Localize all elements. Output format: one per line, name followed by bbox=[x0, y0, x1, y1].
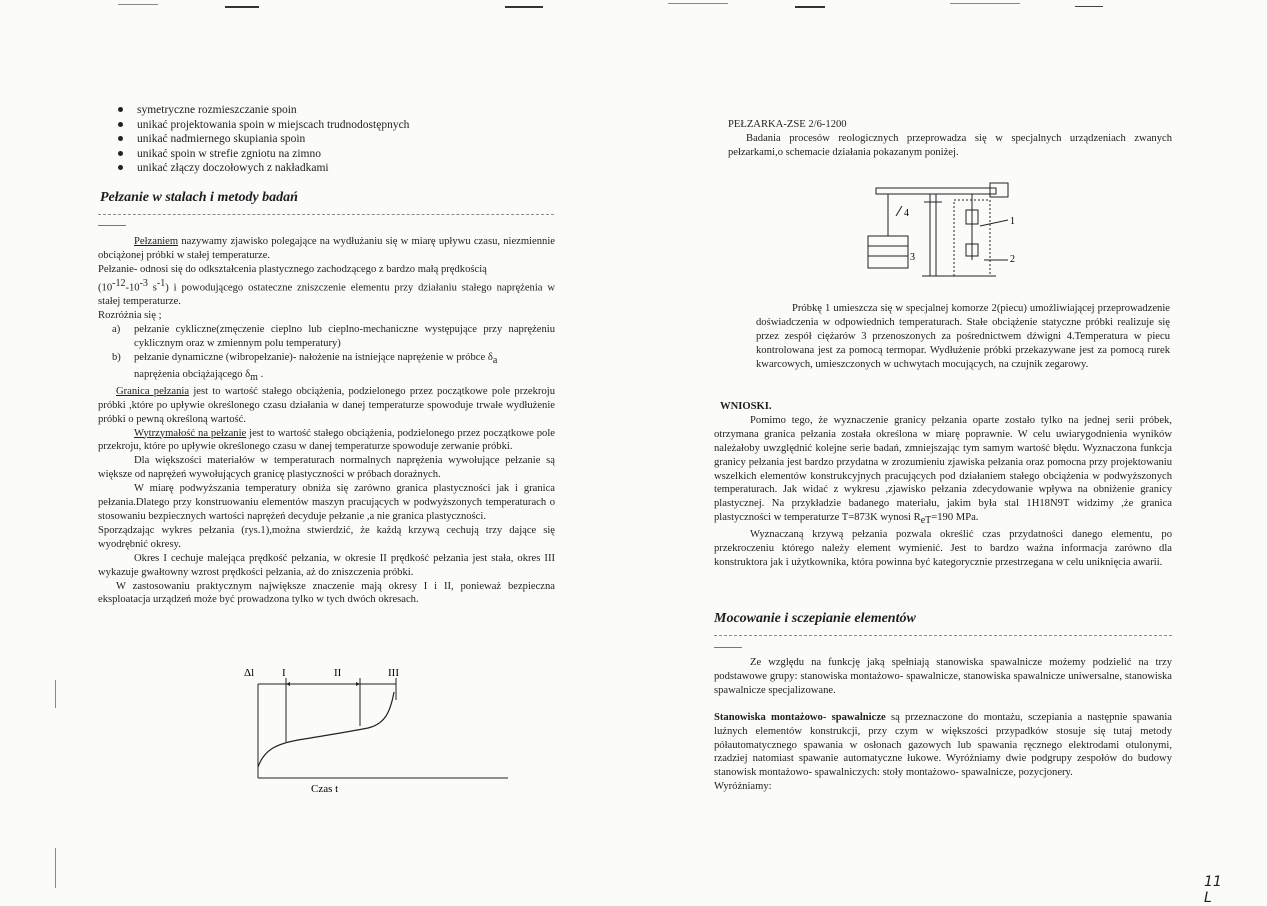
paragraph: Próbkę 1 umieszcza się w specjalnej komorze 2(piecu) umożliwiającej przeprowadzenie doświadczenia w odpowiednich temperaturach. Stałe obciążenie statyczne próbki realizuje się przez zespół ciężarów 3 przenoszonych za pośrednictwem dźwigni 4.Temperatura w piecu kontrolowana jest za pomocą termopar. Wydłużenie próbki przekazywane jest za pomocą rurek kwarcowych, umieszczonych w uchwytach mocujących, na czujnik zegarowy. bbox=[756, 303, 1170, 370]
heading-short-rule bbox=[714, 647, 742, 648]
scan-speck bbox=[225, 6, 259, 8]
bullet-icon bbox=[118, 151, 123, 156]
scan-speck bbox=[118, 4, 158, 5]
heading-rule bbox=[714, 635, 1172, 636]
list-item-text: pełzanie cykliczne(zmęczenie cieplno lub cieplno-mechaniczne występujące przy naprężeniu cyklicznym oraz w zmiennym polu temperatury) bbox=[134, 323, 555, 349]
scan-speck bbox=[950, 3, 1020, 4]
creep-curve-svg bbox=[238, 662, 518, 802]
paragraph-text: nazywamy zjawisko polegające na wydłużaniu się w miarę upływu czasu, niezmiennie obciążonej próbki w stałej temperaturze. bbox=[98, 236, 555, 261]
zone-label: II bbox=[334, 667, 342, 679]
diagram-label: 1 bbox=[1010, 216, 1015, 227]
scan-speck bbox=[55, 848, 56, 888]
body-text bbox=[98, 235, 555, 607]
y-axis-label: Δl bbox=[244, 667, 255, 679]
paragraph bbox=[98, 427, 555, 455]
list-item bbox=[98, 118, 409, 133]
list-item-text: unikać spoin w strefie zgniotu na zimno bbox=[137, 147, 321, 160]
lever-beam bbox=[876, 188, 996, 194]
body-text bbox=[756, 302, 1170, 372]
list-item bbox=[98, 147, 409, 162]
diagram-label: 2 bbox=[1010, 254, 1015, 265]
scan-speck bbox=[795, 6, 825, 8]
creep-machine-diagram bbox=[862, 180, 1042, 280]
paragraph: Sporządzając wykres pełzania (rys.1),można stwierdzić, że każdą krzywą cechują trzy dające się wyodrębnić okresy. bbox=[98, 524, 555, 550]
heading-rule bbox=[98, 214, 554, 215]
section-heading: Pełzanie w stalach i metody badań bbox=[100, 190, 298, 205]
paragraph-text: jest to wartość stałego obciążenia, podzielonego przez początkowe pole przekroju próbki ,które po upływie określonego czasu działania w danej temperaturze spowoduje trwałe wydłużenie próbki o pewną określoną wartość. bbox=[98, 385, 555, 425]
list-item-text: naprężenia obciążającego δ bbox=[134, 368, 251, 380]
term: Granica pełzania bbox=[116, 385, 190, 397]
heading-short-rule bbox=[98, 225, 126, 226]
paragraph bbox=[98, 277, 555, 309]
text-fragment: ) i powodującego ostateczne zniszczenie elementu przy działaniu stałego naprężenia w stałej temperaturze. bbox=[98, 282, 555, 308]
diagram-label: 3 bbox=[910, 252, 915, 263]
paragraph: Dla większości materiałów w temperaturach normalnych naprężenia wywołujące pełzanie są większe od naprężeń wywołujących granicę plastyczności w próbach doraźnych. bbox=[98, 455, 555, 481]
paragraph: Badania procesów reologicznych przeprowadza się w specjalnych urządzeniach zwanych pełzarkami,o schemacie działania pokazanym poniżej. bbox=[728, 132, 1172, 158]
list-item-text: pełzanie dynamiczne (wibropełzanie)- nałożenie na istniejące naprężenie w próbce δ bbox=[134, 351, 493, 363]
bullet-list bbox=[98, 103, 409, 176]
spacer bbox=[714, 698, 1172, 711]
leader-line bbox=[896, 206, 902, 216]
leader-line bbox=[980, 220, 1008, 226]
paragraph: Pełzanie- odnosi się do odkształcenia plastycznego zachodzącego z bardzo małą prędkością bbox=[98, 263, 487, 275]
diagram-label: 4 bbox=[904, 208, 909, 219]
section-intro bbox=[728, 118, 1172, 160]
list-item bbox=[98, 161, 409, 176]
list-item-text: unikać projektowania spoin w miejscach trudnodostępnych bbox=[137, 118, 410, 131]
paragraph: W miarę podwyższania temperatury obniża się zarówno granica plastyczności jak i granica pełzania.Dlatego przy konstruowaniu elementów maszyn pracujących w podwyższonych temperaturach o stosowaniu bezpiecznych wartości naprężeń decyduje pełzanie ,a nie granica plastyczności. bbox=[98, 483, 555, 522]
list-label: a) bbox=[112, 323, 121, 335]
paragraph: Rozróżnia się ; bbox=[98, 310, 162, 322]
list-item-text: symetryczne rozmieszczanie spoin bbox=[137, 104, 297, 116]
creep-curve bbox=[258, 692, 394, 767]
creep-curve-figure bbox=[238, 662, 518, 802]
paragraph: Okres I cechuje malejąca prędkość pełzania, w okresie II prędkość pełzania jest stała, okres III wykazuje gwałtowny wzrost prędkości pełzania, aż do zniszczenia próbki. bbox=[98, 552, 555, 578]
list-item bbox=[98, 132, 409, 147]
paragraph-text: Pomimo tego, że wyznaczenie granicy pełzania oparte zostało tylko na jednej serii próbek, otrzymana granica pełzania została określona w miarę poprawnie. W celu uwiarygodnienia wyników należałoby uwzględnić kolejne serie badań, zmniejszając tym samym wartość błędu. Wyznaczona funkcja granicy pełzania jest bardzo przydatna w zrozumieniu zjawiska pełzania oraz pomocna przy projektowaniu wszelkich elementów konstrukcyjnych pracujących pod działaniem stałego obciążenia w podwyższonych temperaturach. Jak widać z wykresu ,zjawisko pełzania zdecydowanie wpływa na obniżenie granicy plastycznej. Na przykładzie badanego materiału, jakim była stal 1H18N9T widzimy ,że granica plastyczności w temperaturze T=873K wynosi R bbox=[714, 414, 1172, 524]
weight-stack bbox=[868, 236, 908, 268]
text-fragment: -10 bbox=[125, 282, 140, 294]
list-item bbox=[98, 323, 555, 351]
scan-speck bbox=[1075, 6, 1103, 7]
subscript: a bbox=[492, 354, 498, 366]
list-item-text: unikać nadmiernego skupiania spoin bbox=[137, 133, 306, 145]
list-label: b) bbox=[112, 351, 121, 363]
zone-label: I bbox=[282, 667, 286, 679]
subscript: m bbox=[250, 371, 258, 383]
scan-speck bbox=[55, 680, 56, 708]
scan-speck bbox=[668, 3, 728, 4]
conclusions bbox=[714, 400, 1172, 570]
term: Wytrzymałość na pełzanie bbox=[134, 427, 247, 439]
counterweight bbox=[990, 183, 1008, 197]
list-item bbox=[98, 103, 409, 118]
list-item bbox=[98, 351, 555, 385]
body-text bbox=[714, 656, 1172, 794]
text-fragment: (10 bbox=[98, 282, 113, 294]
bullet-icon bbox=[118, 122, 123, 127]
paragraph bbox=[714, 711, 1172, 781]
page-number-handwritten: 11 L bbox=[1204, 874, 1222, 906]
term: Pełzaniem bbox=[134, 236, 179, 247]
list-item-text: unikać złączy doczołowych z nakładkami bbox=[137, 162, 329, 174]
paragraph-text: jest to wartość stałego obciążenia, podzielonego przez początkowe pole przekroju, które po upływie określonego czasu w danej temperaturze spowoduje zerwanie próbki. bbox=[98, 427, 555, 453]
paragraph: W zastosowaniu praktycznym największe znaczenie mają okresy I i II, ponieważ bezpieczna eksploatacja urządzeń może być prowadzona tylko w tych dwóch okresach. bbox=[98, 580, 555, 606]
paragraph bbox=[98, 235, 555, 263]
term: Stanowiska montażowo- spawalnicze bbox=[714, 711, 886, 723]
bullet-icon bbox=[118, 107, 123, 112]
machine-svg bbox=[862, 180, 1042, 280]
device-title: PEŁZARKA-ZSE 2/6-1200 bbox=[728, 119, 847, 130]
conclusions-heading: WNIOSKI. bbox=[720, 401, 772, 412]
section-heading: Mocowanie i sczepianie elementów bbox=[714, 611, 916, 626]
subscript: eT bbox=[920, 515, 932, 527]
x-axis-label: Czas t bbox=[311, 783, 339, 795]
paragraph-text: są przeznaczone do montażu, sczepiania a następnie spawania luźnych elementów konstrukcji, przy czym w większości przypadków stosuje się tutaj metody półautomatycznego spawania w osłonach gazowych lub spawania ręcznego elektrodami otulonymi, rzadziej natomiast spawanie automatyczne łukowe. Wyróżniamy dwie podgrupy zespołów do budowy stanowisk montażowo- spawalniczych: stoły montażowo- spawalnicze, pozycjonery. bbox=[714, 711, 1172, 779]
exponent: -3 bbox=[139, 277, 148, 289]
paragraph bbox=[714, 414, 1172, 528]
paragraph: Wyróżniamy: bbox=[714, 781, 772, 793]
scan-speck bbox=[505, 6, 543, 8]
paragraph-text: =190 MPa. bbox=[931, 512, 979, 524]
exponent: -12 bbox=[112, 277, 126, 289]
bullet-icon bbox=[118, 165, 123, 170]
zone-label: III bbox=[388, 667, 399, 679]
arrowhead bbox=[356, 682, 360, 686]
arrowhead bbox=[286, 682, 290, 686]
exponent: -1 bbox=[156, 277, 166, 289]
paragraph bbox=[98, 385, 555, 427]
bullet-icon bbox=[118, 136, 123, 141]
paragraph: Wyznaczaną krzywą pełzania pozwala określić czas przydatności danego elementu, po przekroczeniu którego należy element wymienić. Jest to bardzo ważna informacja zarówno dla konstruktora jak i użytkownika, która powinna być kategorycznie przestrzegana w celu uniknięcia awarii. bbox=[714, 529, 1172, 569]
text-fragment: s bbox=[147, 282, 157, 294]
list-item-text: . bbox=[257, 368, 264, 380]
lettered-list bbox=[98, 323, 555, 385]
paragraph: Ze względu na funkcję jaką spełniają stanowiska spawalnicze możemy podzielić na trzy podstawowe grupy: stanowiska montażowo- spawalnicze, stanowiska spawalnicze uniwersalne, stanowiska spawalnicze specjalizowane. bbox=[714, 657, 1172, 696]
